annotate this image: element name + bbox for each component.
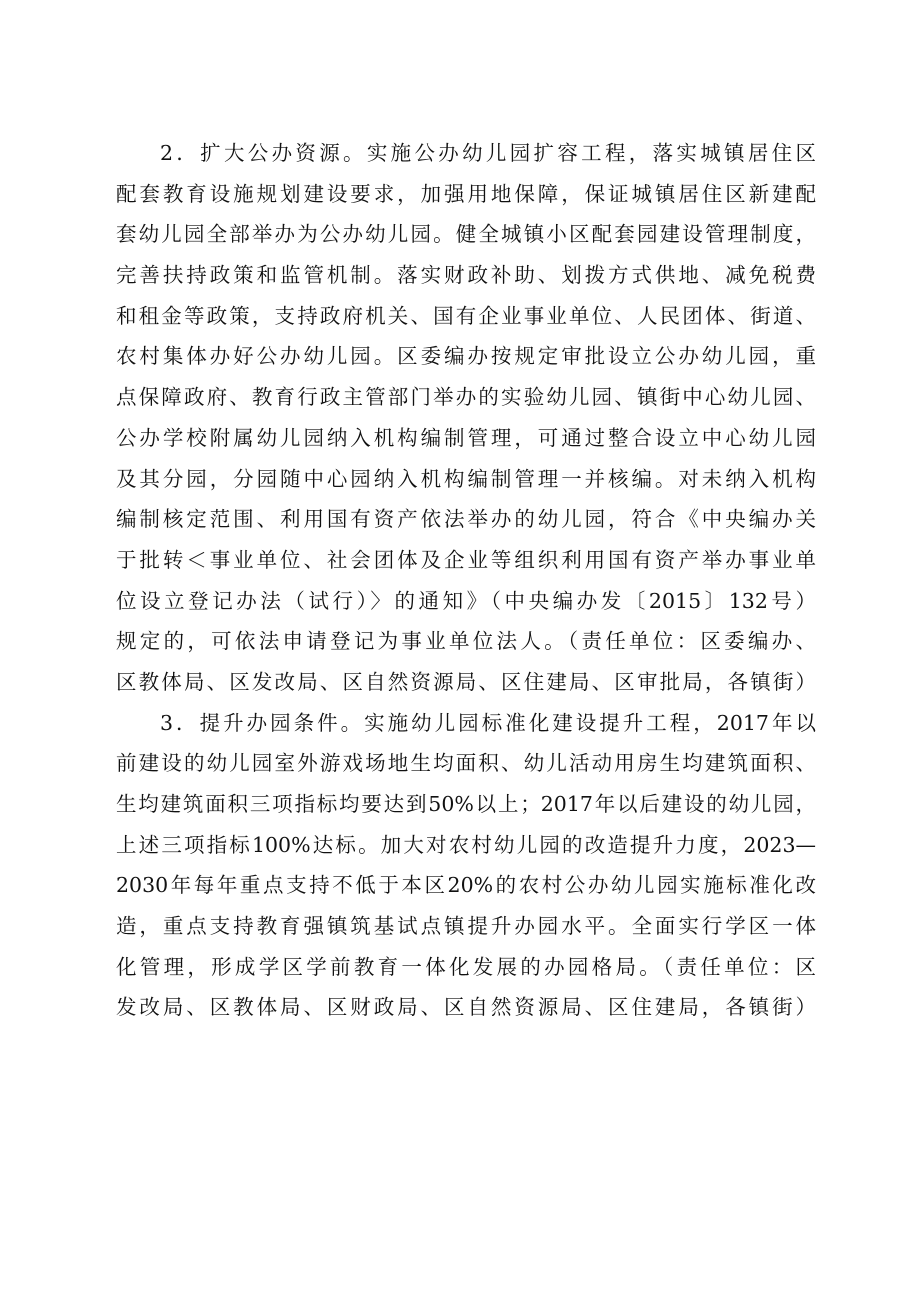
paragraph-line: 农村集体办好公办幼儿园。区委编办按规定审批设立公办幼儿园，重 [116,344,816,369]
paragraph-improve-conditions [116,704,816,1027]
paragraph-line: 造，重点支持教育强镇筑基试点镇提升办园水平。全面实行学区一体 [116,914,816,939]
paragraph-line: 上述三项指标100%达标。加大对农村幼儿园的改造提升力度，2023— [116,832,816,857]
paragraph-line: 2．扩大公办资源。实施公办幼儿园扩容工程，落实城镇居住区 [160,141,816,165]
paragraph-line: 于批转＜事业单位、社会团体及企业等组织利用国有资产举办事业单 [116,547,816,572]
paragraph-line: 化管理，形成学区学前教育一体化发展的办园格局。（责任单位：区 [116,954,816,979]
paragraph-line: 及其分园，分园随中心园纳入机构编制管理一并核编。对未纳入机构 [116,466,816,491]
document-body [116,134,816,1029]
paragraph-line: 配套教育设施规划建设要求，加强用地保障，保证城镇居住区新建配 [116,181,816,206]
paragraph-line: 套幼儿园全部举办为公办幼儿园。健全城镇小区配套园建设管理制度， [116,222,816,247]
paragraph-line: 公办学校附属幼儿园纳入机构编制管理，可通过整合设立中心幼儿园 [116,425,816,450]
paragraph-line: 完善扶持政策和监管机制。落实财政补助、划拨方式供地、减免税费 [116,263,816,288]
paragraph-line: 点保障政府、教育行政主管部门举办的实验幼儿园、镇街中心幼儿园、 [116,385,816,410]
paragraph-expand-public-resources [116,134,816,701]
paragraph-line: 发改局、区教体局、区财政局、区自然资源局、区住建局，各镇街） [116,995,816,1020]
paragraph-line: 3．提升办园条件。实施幼儿园标准化建设提升工程，2017年以 [160,710,816,735]
paragraph-line: 位设立登记办法（试行）〉的通知》（中央编办发〔2015〕132号） [116,588,816,613]
paragraph-line: 编制核定范围、利用国有资产依法举办的幼儿园，符合《中央编办关 [116,507,816,532]
paragraph-line: 2030年每年重点支持不低于本区20%的农村公办幼儿园实施标准化改 [116,873,816,898]
paragraph-line: 规定的，可依法申请登记为事业单位法人。（责任单位：区委编办、 [116,629,816,654]
paragraph-line: 和租金等政策，支持政府机关、国有企业事业单位、人民团体、街道、 [116,303,816,328]
paragraph-line: 前建设的幼儿园室外游戏场地生均面积、幼儿活动用房生均建筑面积、 [116,751,816,776]
paragraph-line: 区教体局、区发改局、区自然资源局、区住建局、区审批局，各镇街） [116,669,816,694]
paragraph-line: 生均建筑面积三项指标均要达到50%以上；2017年以后建设的幼儿园， [116,792,816,816]
